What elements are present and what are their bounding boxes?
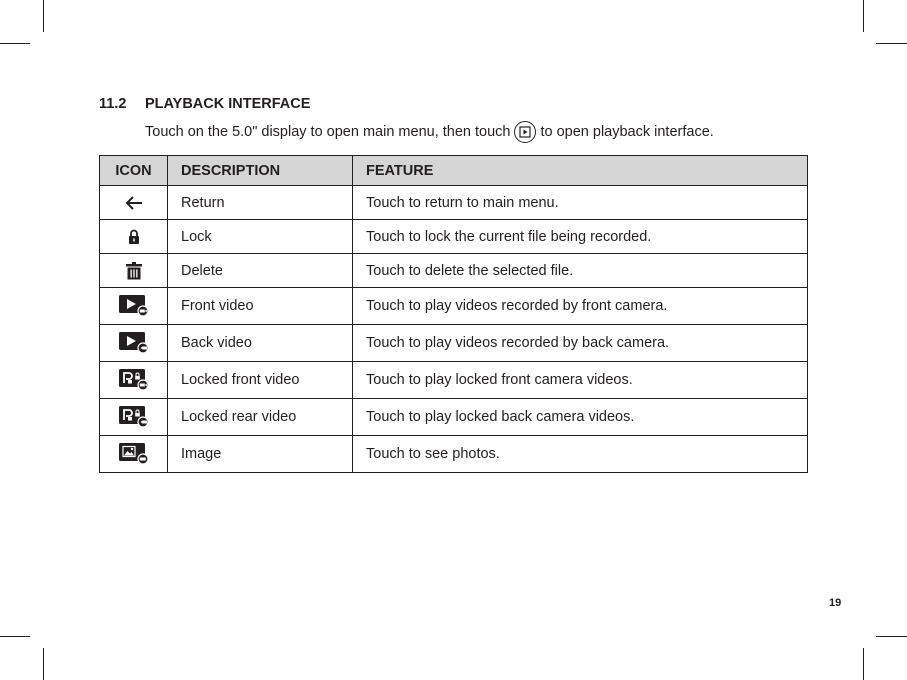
section-number: 11.2 (99, 96, 127, 112)
table-row (100, 254, 808, 288)
row-description: Locked rear video (168, 399, 353, 436)
table-row (100, 186, 808, 220)
section-title: PLAYBACK INTERFACE (145, 96, 311, 112)
row-feature: Touch to play videos recorded by front camera. (353, 288, 808, 325)
row-description: Locked front video (168, 362, 353, 399)
row-description: Delete (168, 254, 353, 288)
row-description: Return (168, 186, 353, 220)
trash-icon (126, 262, 142, 280)
table-row (100, 220, 808, 254)
row-feature: Touch to play locked back camera videos. (353, 399, 808, 436)
lock-icon (128, 229, 140, 245)
table-row (100, 325, 808, 362)
row-description: Front video (168, 288, 353, 325)
row-feature: Touch to return to main menu. (353, 186, 808, 220)
header-description: DESCRIPTION (168, 156, 353, 186)
crop-mark (43, 0, 44, 32)
row-description: Image (168, 436, 353, 473)
locked-front-video-icon (119, 369, 149, 391)
crop-mark (0, 43, 30, 44)
table-header-row (100, 156, 808, 186)
row-feature: Touch to delete the selected file. (353, 254, 808, 288)
table-row (100, 399, 808, 436)
crop-mark (0, 636, 30, 637)
table-row (100, 362, 808, 399)
row-feature: Touch to play locked front camera videos. (353, 362, 808, 399)
front-video-icon (119, 295, 149, 317)
header-icon: ICON (100, 156, 168, 186)
image-icon (119, 443, 149, 465)
playback-icon-table (99, 155, 808, 473)
crop-mark (876, 636, 907, 637)
playback-icon (514, 121, 536, 143)
row-feature: Touch to play videos recorded by back camera. (353, 325, 808, 362)
header-feature: FEATURE (353, 156, 808, 186)
intro-text (145, 121, 714, 143)
row-feature: Touch to lock the current file being recorded. (353, 220, 808, 254)
row-feature: Touch to see photos. (353, 436, 808, 473)
table-row (100, 436, 808, 473)
row-description: Back video (168, 325, 353, 362)
crop-mark (863, 648, 864, 680)
back-video-icon (119, 332, 149, 354)
row-description: Lock (168, 220, 353, 254)
crop-mark (863, 0, 864, 32)
page-number: 19 (829, 597, 842, 609)
table-row (100, 288, 808, 325)
intro-text-before: Touch on the 5.0" display to open main menu, then touch (145, 124, 511, 140)
locked-rear-video-icon (119, 406, 149, 428)
crop-mark (43, 648, 44, 680)
return-arrow-icon (125, 196, 143, 210)
intro-text-after: to open playback interface. (540, 124, 714, 140)
crop-mark (876, 43, 907, 44)
